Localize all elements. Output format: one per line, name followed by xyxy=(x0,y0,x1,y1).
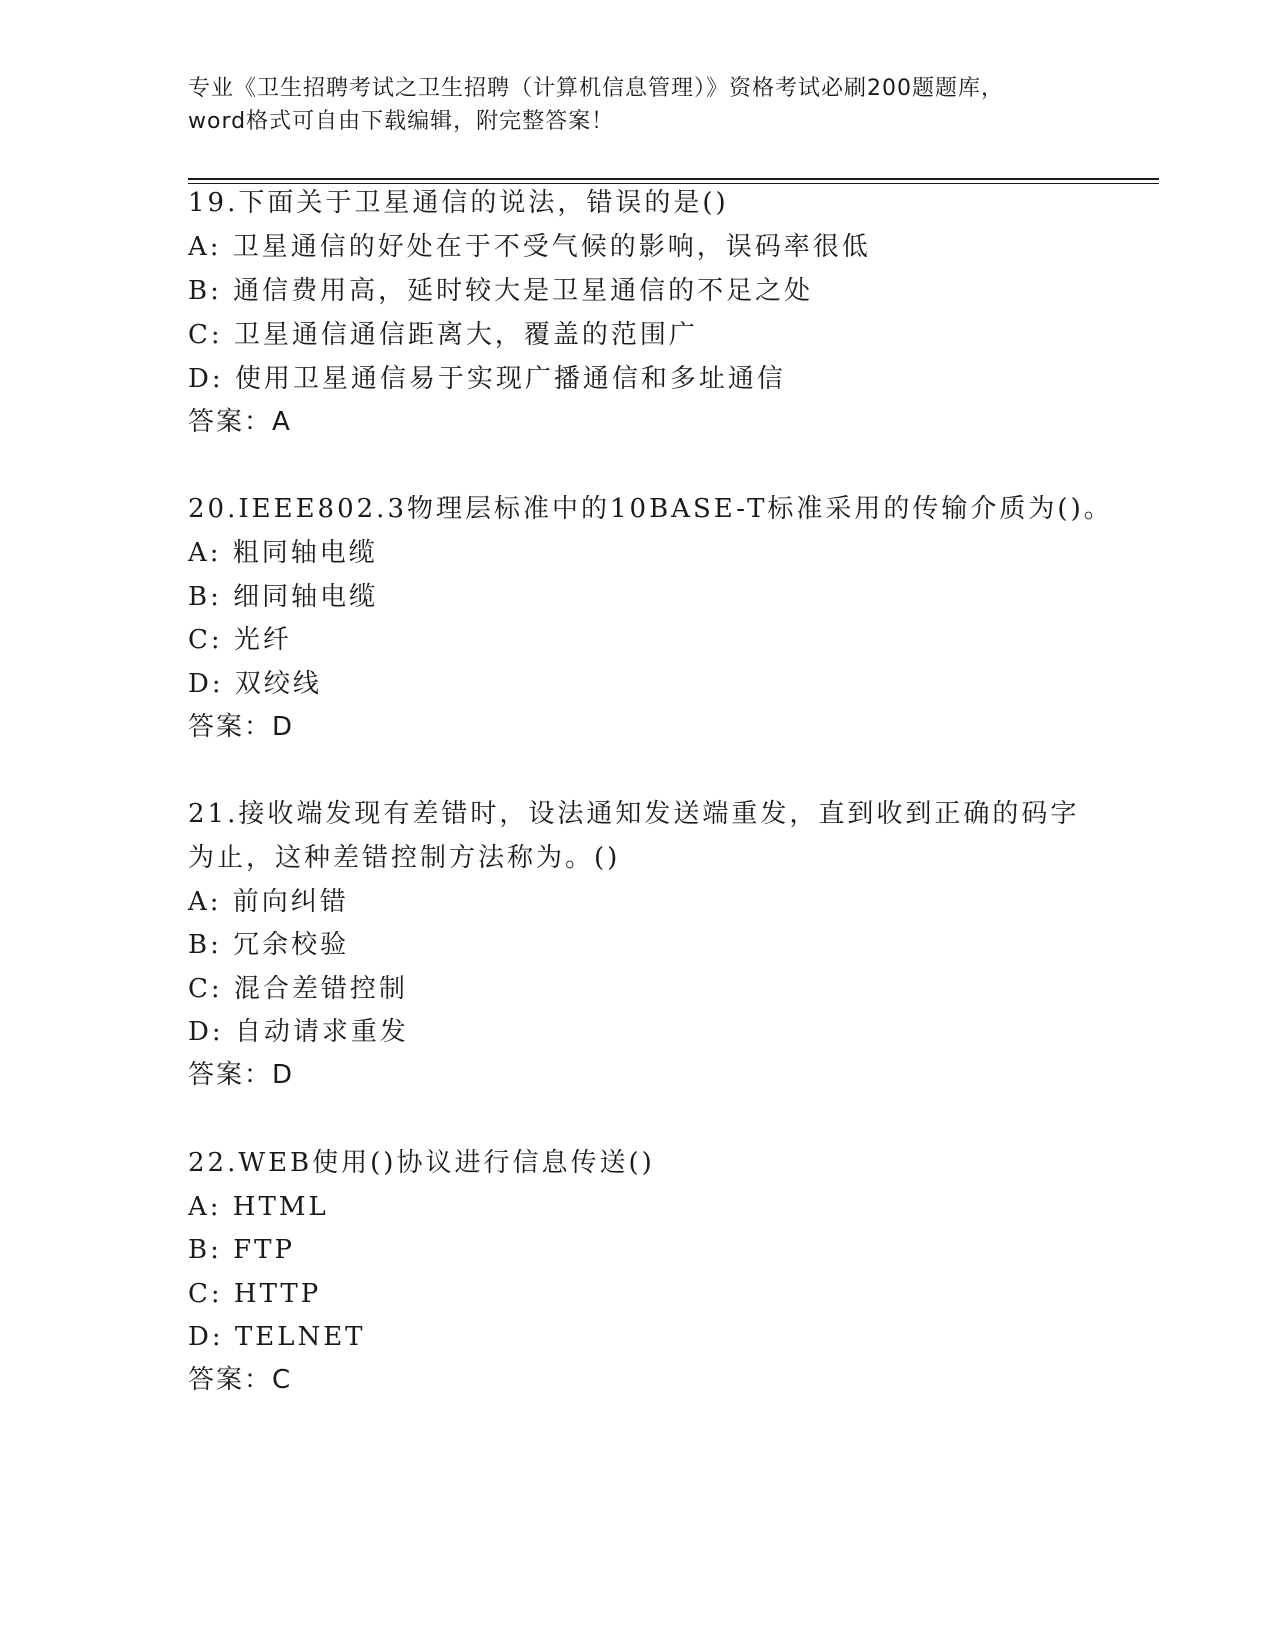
header-divider-thick xyxy=(188,178,1159,180)
question-21-option-b: B: 冗余校验 xyxy=(188,930,350,960)
question-19-answer: 答案：A xyxy=(188,407,292,437)
question-19-stem: 19.下面关于卫星通信的说法，错误的是() xyxy=(188,188,729,218)
question-19-option-b: B: 通信费用高，延时较大是卫星通信的不足之处 xyxy=(188,276,814,306)
question-19-option-c: C: 卫星通信通信距离大，覆盖的范围广 xyxy=(188,320,698,350)
question-22-option-d: D: TELNET xyxy=(188,1322,366,1352)
question-21-option-c: C: 混合差错控制 xyxy=(188,974,408,1004)
question-21-option-d: D: 自动请求重发 xyxy=(188,1017,409,1047)
question-19-option-d: D: 使用卫星通信易于实现广播通信和多址通信 xyxy=(188,364,786,394)
header-divider-thin xyxy=(188,183,1159,184)
question-20-answer: 答案：D xyxy=(188,712,295,742)
document-header xyxy=(188,72,1088,138)
question-20-option-c: C: 光纤 xyxy=(188,625,292,655)
question-22-stem: 22.WEB使用()协议进行信息传送() xyxy=(188,1148,655,1178)
question-21-stem-line-2: 为止，这种差错控制方法称为。() xyxy=(188,843,621,873)
question-20-option-a: A: 粗同轴电缆 xyxy=(188,538,378,568)
question-20-option-d: D: 双绞线 xyxy=(188,669,322,699)
question-20-stem: 20.IEEE802.3物理层标准中的10BASE-T标准采用的传输介质为()。 xyxy=(188,494,1113,524)
question-20-option-b: B: 细同轴电缆 xyxy=(188,582,379,612)
question-22-option-a: A: HTML xyxy=(188,1192,329,1222)
header-line-2: word格式可自由下载编辑，附完整答案！ xyxy=(188,109,615,134)
question-21-option-a: A: 前向纠错 xyxy=(188,887,349,917)
question-22-option-c: C: HTTP xyxy=(188,1279,322,1309)
question-22-option-b: B: FTP xyxy=(188,1235,296,1265)
header-line-1: 专业《卫生招聘考试之卫生招聘（计算机信息管理）》资格考试必刷200题题库， xyxy=(188,76,1004,101)
question-22-answer: 答案：C xyxy=(188,1365,293,1395)
question-21-stem-line-1: 21.接收端发现有差错时，设法通知发送端重发，直到收到正确的码字 xyxy=(188,799,1080,829)
question-21-answer: 答案：D xyxy=(188,1060,295,1090)
question-19-option-a: A: 卫星通信的好处在于不受气候的影响，误码率很低 xyxy=(188,232,871,262)
